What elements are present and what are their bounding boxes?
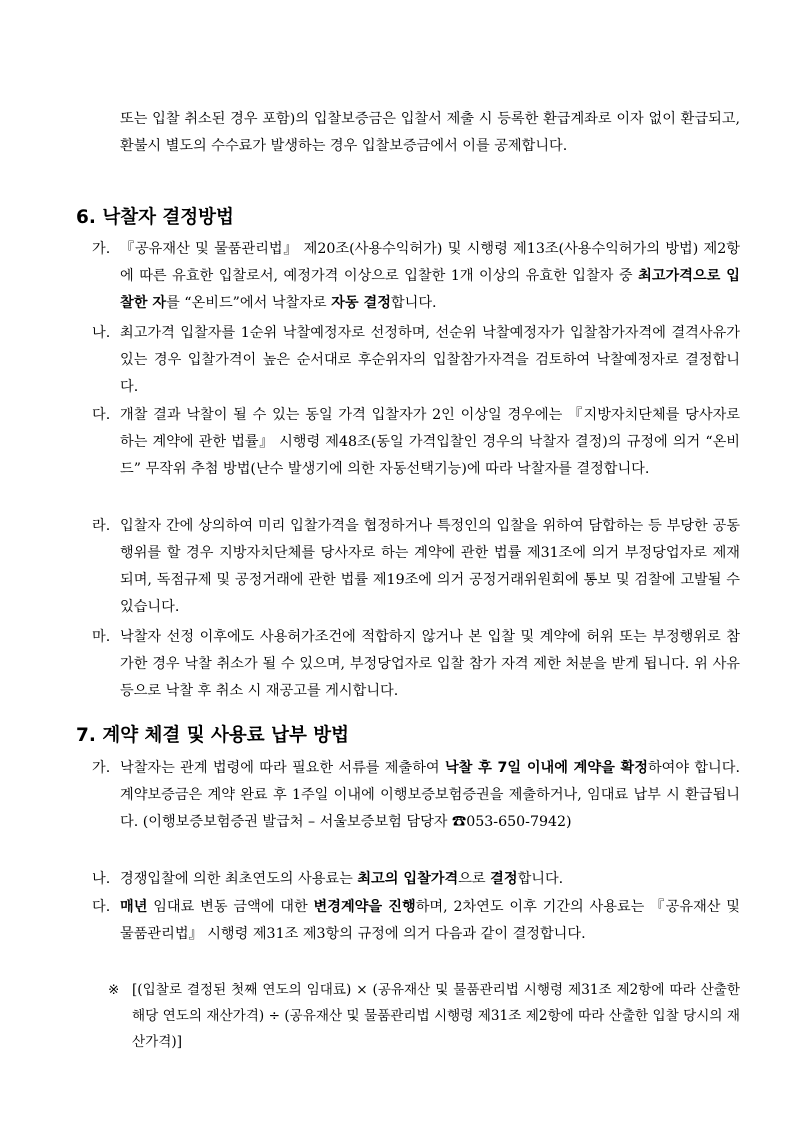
section-7-item-da bbox=[92, 894, 740, 948]
item-marker: 나. bbox=[92, 871, 111, 887]
bold-phrase: 최고의 입찰가격 bbox=[357, 871, 459, 887]
note-text: [(입찰로 결정된 첫째 연도의 임대료) × (공유재산 및 물품관리법 시행령 제31조 제2항에 따라 산출한 해당 연도의 재산가격) ÷ (공유재산 및 물품관리법 시행령 제31조 제2항에 따라 산출한 입찰 당시의 재산가격)] bbox=[132, 982, 740, 1050]
section-6-item-ga bbox=[92, 236, 740, 317]
item-text: 최고가격 입찰자를 1순위 낙찰예정자로 선정하며, 선순위 낙찰예정자가 입찰참가자격에 결격사유가 있는 경우 입찰가격이 높은 순서대로 후순위자의 입찰참가자격을 검토하여 낙찰예정자로 결정합니다. bbox=[120, 325, 740, 395]
item-text: 낙찰자 선정 이후에도 사용허가조건에 적합하지 않거나 본 입찰 및 계약에 허위 또는 부정행위로 참가한 경우 낙찰 취소가 될 수 있으며, 부정당업자로 입찰 참가 자격 제한 처분을 받게 됩니다. 위 사유 등으로 낙찰 후 취소 시 재공고를 게시합니다. bbox=[120, 629, 740, 699]
item-marker: 다. bbox=[92, 899, 111, 915]
item-text: 입찰자 간에 상의하여 미리 입찰가격을 협정하거나 특정인의 입찰을 위하여 담합하는 등 부당한 공동행위를 할 경우 지방자치단체를 당사자로 하는 계약에 관한 법률 제31조에 의거 부정당업자로 제재되며, 독점규제 및 공정거래에 관한 법률 제19조에 의거 공정거래위원회에 통보 및 검찰에 고발될 수 있습니다. bbox=[120, 518, 740, 615]
section-7-item-ga bbox=[92, 755, 740, 836]
section-7-heading: 7. 계약 체결 및 사용료 납부 방법 bbox=[76, 725, 349, 746]
bold-phrase: 낙찰 후 7일 이내에 계약을 확정 bbox=[444, 760, 648, 776]
bold-phrase: 변경계약을 진행 bbox=[313, 899, 416, 915]
item-marker: 가. bbox=[92, 241, 111, 257]
item-marker: 나. bbox=[92, 325, 111, 341]
item-marker: 마. bbox=[92, 629, 111, 645]
item-text: 낙찰자는 관계 법령에 따라 필요한 서류를 제출하여 낙찰 후 7일 이내에 계약을 확정하여야 합니다. 계약보증금은 계약 완료 후 1주일 이내에 이행보증보험증권을 제출하거나, 임대료 납부 시 환급됩니다. (이행보증보험증권 발급처 – 서울보증보험 담당자 ☎053-650-7942) bbox=[120, 760, 740, 830]
item-text: 매년 임대료 변동 금액에 대한 변경계약을 진행하며, 2차연도 이후 기간의 사용료는 『공유재산 및 물품관리법』 시행령 제31조 제3항의 규정에 의거 다음과 같이 결정합니다. bbox=[120, 899, 740, 942]
bold-phrase: 매년 bbox=[120, 899, 148, 915]
section-6-item-ra bbox=[92, 513, 740, 621]
section-7-item-na bbox=[92, 866, 740, 893]
bold-phrase: 자동 결정 bbox=[331, 295, 391, 311]
item-text: 『공유재산 및 물품관리법』 제20조(사용수익허가) 및 시행령 제13조(사용수익허가의 방법) 제2항에 따른 유효한 입찰로서, 예정가격 이상으로 입찰한 1개 이상의 유효한 입찰자 중 최고가격으로 입찰한 자를 “온비드”에서 낙찰자로 자동 결정합니다. bbox=[120, 241, 740, 311]
section-6-item-na bbox=[92, 320, 740, 401]
intro-paragraph: 또는 입찰 취소된 경우 포함)의 입찰보증금은 입찰서 제출 시 등록한 환급계좌로 이자 없이 환급되고, 환불시 별도의 수수료가 발생하는 경우 입찰보증금에서 이를 공제합니다. bbox=[120, 111, 740, 154]
section-6-item-da bbox=[92, 402, 740, 483]
item-text: 경쟁입찰에 의한 최초연도의 사용료는 최고의 입찰가격으로 결정합니다. bbox=[120, 871, 564, 887]
section-6-item-ma bbox=[92, 624, 740, 705]
formula-note bbox=[108, 977, 740, 1055]
reference-mark-icon: ※ bbox=[108, 982, 120, 998]
bold-phrase: 최고가격으로 입찰한 자 bbox=[120, 268, 740, 311]
item-text: 개찰 결과 낙찰이 될 수 있는 동일 가격 입찰자가 2인 이상일 경우에는 『지방자치단체를 당사자로 하는 계약에 관한 법률』 시행령 제48조(동일 가격입찰인 경우의 낙찰자 결정)의 규정에 의거 “온비드” 무작위 추첨 방법(난수 발생기에 의한 자동선택기능)에 따라 낙찰자를 결정합니다. bbox=[120, 407, 740, 477]
bold-phrase: 결정 bbox=[490, 871, 518, 887]
item-marker: 다. bbox=[92, 407, 111, 423]
item-marker: 가. bbox=[92, 760, 111, 776]
section-6-heading: 6. 낙찰자 결정방법 bbox=[76, 207, 234, 228]
item-marker: 라. bbox=[92, 518, 111, 534]
